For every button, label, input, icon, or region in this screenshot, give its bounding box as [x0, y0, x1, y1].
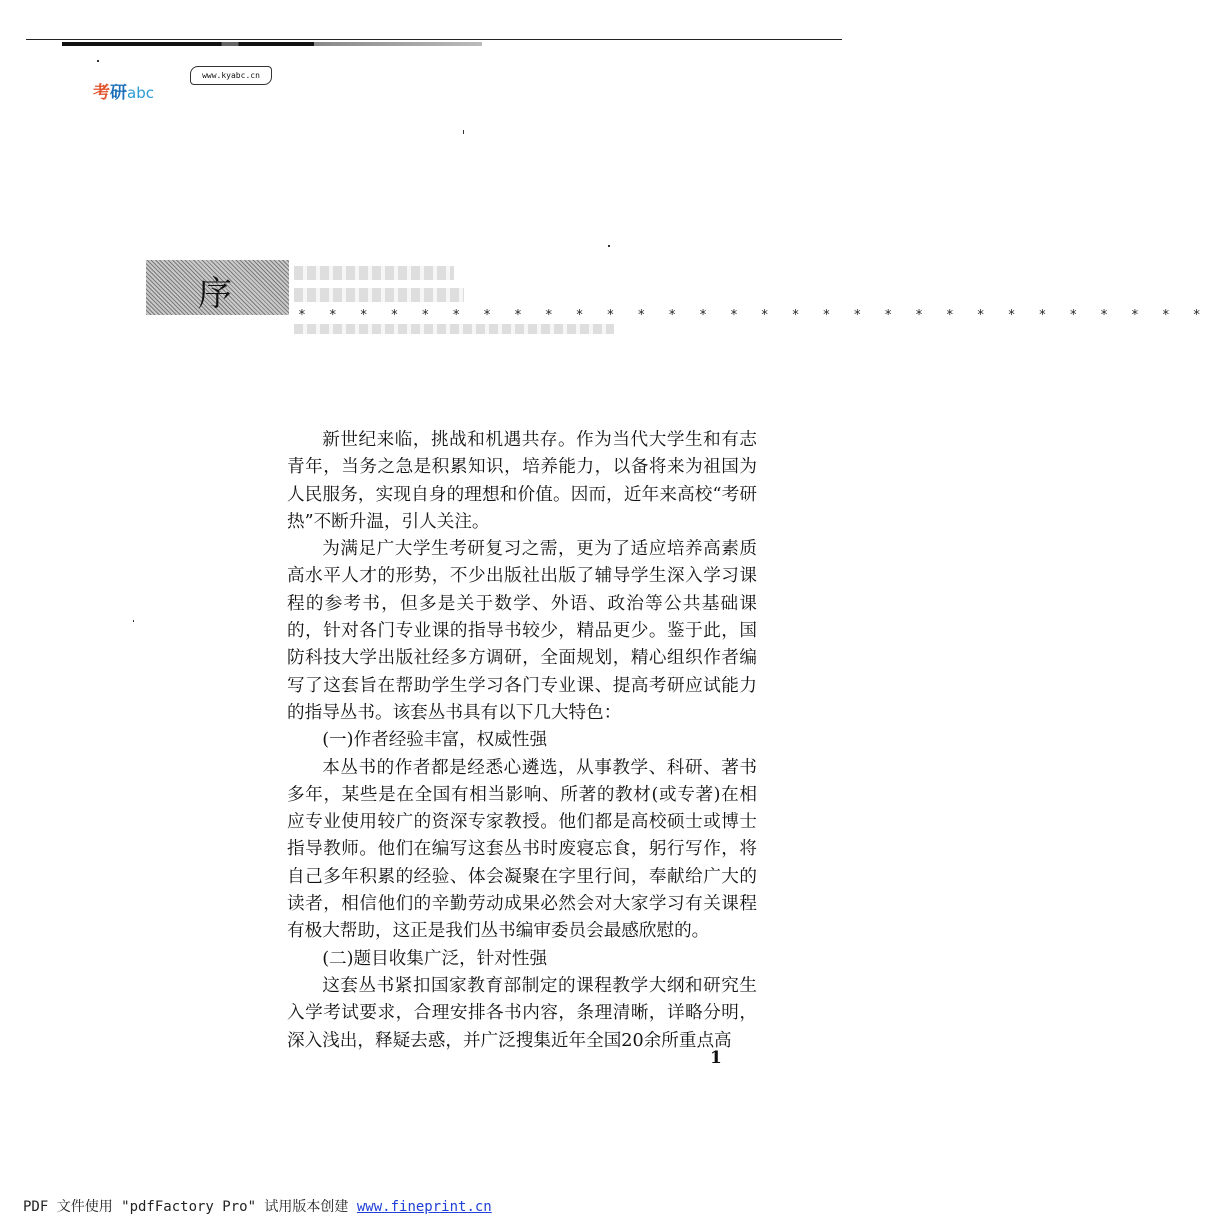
paragraph: 为满足广大学生考研复习之需，更为了适应培养高素质高水平人才的形势，不少出版社出版了辅导学生深入学习课程的参考书，但多是关于数学、外语、政治等公共基础课的，针对各门专业课的指导书较少，精品更少。鉴于此，国防科技大学出版社经多方调研，全面规划，精心组织作者编写了这套旨在帮助学生学习各门专业课、提高考研应试能力的指导丛书。该套丛书具有以下几大特色：: [287, 539, 757, 723]
page-number: 1: [710, 1048, 722, 1068]
fineprint-link[interactable]: www.fineprint.cn: [356, 1199, 492, 1215]
footer-text: PDF 文件使用 "pdfFactory Pro" 试用版本创建: [23, 1199, 357, 1215]
top-rule: [26, 39, 842, 40]
bleed-through-line: [294, 288, 464, 302]
url-tag: www.kyabc.cn: [190, 66, 272, 85]
bleed-through-line: [294, 324, 614, 334]
preface-title-box: [146, 260, 289, 315]
scan-speck: [608, 245, 610, 247]
star-divider: * * * * * * * * * * * * * * * * * * * * * * * * * * * * * *: [298, 308, 1208, 323]
logo-char-kao: 考: [93, 83, 110, 103]
section-heading: (二)题目收集广泛，针对性强: [322, 948, 548, 969]
preface-title: 序: [198, 274, 232, 314]
preface-header: [146, 258, 1208, 342]
paragraph: 本丛书的作者都是经悉心遴选，从事教学、科研、著书多年，某些是在全国有相当影响、所著的教材(或专著)在相应专业使用较广的资深专家教授。他们都是高校硕士或博士指导教师。他们在编写这套丛书时废寝忘食，躬行写作，将自己多年积累的经验、体会凝聚在字里行间，奉献给广大的读者，相信他们的辛勤劳动成果必然会对大家学习有关课程有极大帮助，这正是我们丛书编审委员会最感欣慰的。: [287, 757, 757, 942]
scan-speck: [463, 130, 464, 134]
preface-body: [287, 427, 757, 1055]
scan-speck: [97, 60, 99, 62]
logo-char-yan: 研: [110, 83, 127, 103]
scan-speck: [133, 620, 134, 622]
logo-abc: abc: [127, 84, 154, 102]
section-heading: (一)作者经验丰富，权威性强: [322, 730, 548, 751]
bleed-through-line: [294, 266, 454, 280]
kyabc-logo: [93, 78, 154, 103]
paragraph: 这套丛书紧扣国家教育部制定的课程教学大纲和研究生入学考试要求，合理安排各书内容，条理清晰，详略分明，深入浅出，释疑去惑，并广泛搜集近年全国20余所重点高: [287, 975, 757, 1051]
top-scan-bar: [62, 42, 482, 46]
pdf-footer: [23, 1196, 492, 1216]
paragraph: 新世纪来临，挑战和机遇共存。作为当代大学生和有志青年，当务之急是积累知识，培养能力，以备将来为祖国为人民服务，实现自身的理想和价值。因而，近年来高校“考研热”不断升温，引人关注。: [287, 430, 757, 532]
